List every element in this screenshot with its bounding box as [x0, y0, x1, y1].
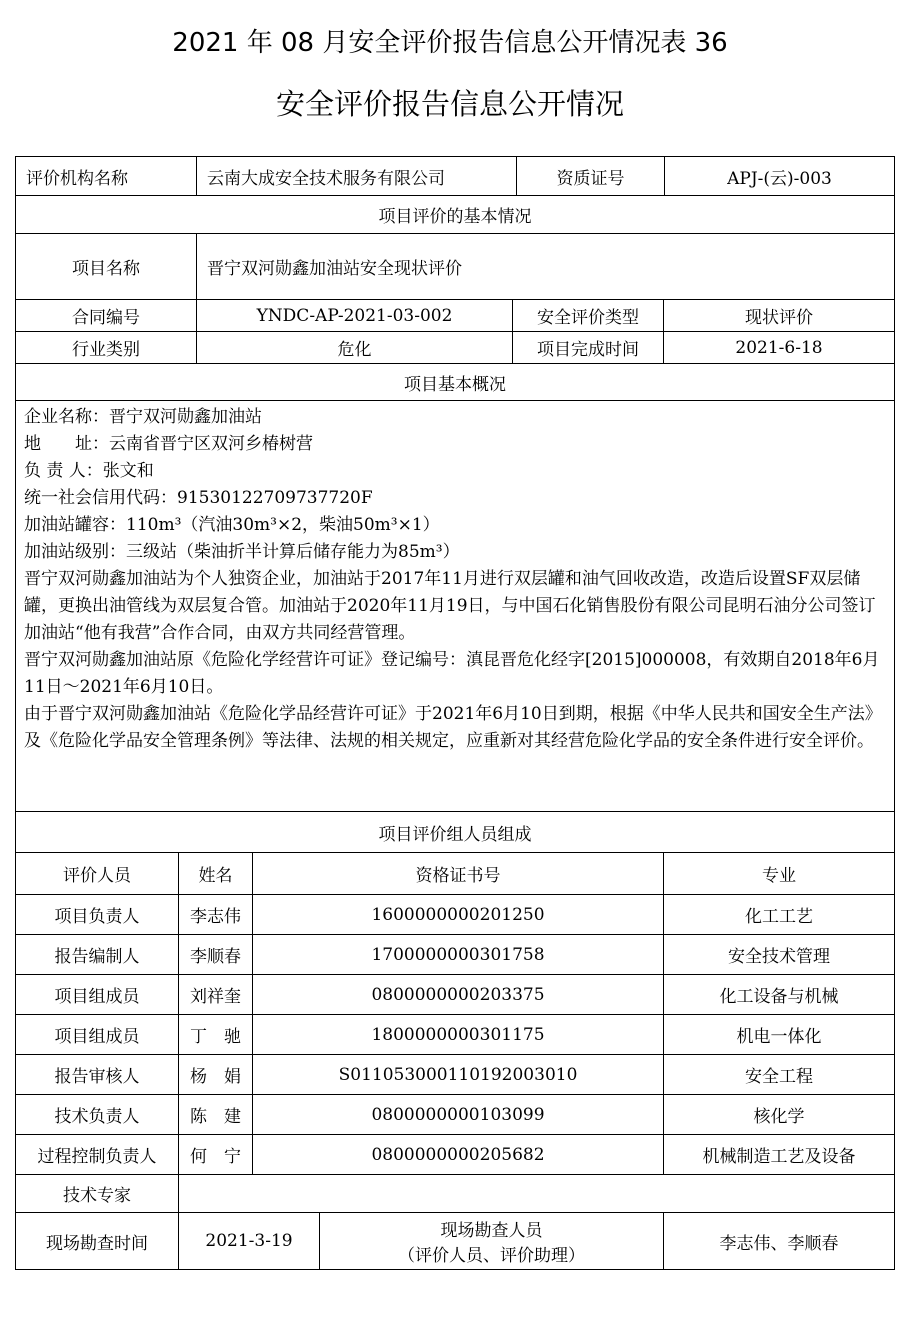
industry-label: 行业类别 — [16, 332, 197, 364]
survey-time-label: 现场勘查时间 — [16, 1213, 179, 1270]
overview-line: 地 址：云南省晋宁区双河乡椿树营 — [24, 434, 313, 454]
member-major: 机械制造工艺及设备 — [664, 1135, 895, 1175]
contract-value: YNDC-AP-2021-03-002 — [197, 300, 513, 332]
table-row — [16, 935, 895, 975]
member-cert: 0800000000205682 — [253, 1135, 664, 1175]
team-header-name: 姓名 — [179, 853, 253, 895]
survey-staff-label-cell — [320, 1213, 664, 1270]
member-major: 安全工程 — [664, 1055, 895, 1095]
table-row — [16, 895, 895, 935]
member-role: 报告编制人 — [16, 935, 179, 975]
member-name: 李顺春 — [179, 935, 253, 975]
overview-line: 负 责 人：张文和 — [24, 461, 154, 481]
member-name: 丁 驰 — [179, 1015, 253, 1055]
member-major: 安全技术管理 — [664, 935, 895, 975]
member-role: 项目组成员 — [16, 975, 179, 1015]
member-cert: 1700000000301758 — [253, 935, 664, 975]
member-name: 何 宁 — [179, 1135, 253, 1175]
industry-value: 危化 — [197, 332, 513, 364]
overview-paragraph: 晋宁双河勋鑫加油站为个人独资企业，加油站于2017年11月进行双层罐和油气回收改造，改造后设置SF双层储罐，更换出油管线为双层复合管。加油站于2020年11月19日，与中国石化销售股份有限公司昆明石油分公司签订加油站“他有我营”合作合同，由双方共同经营管理。 — [24, 569, 876, 643]
overview-line: 统一社会信用代码：91530122709737720F — [24, 488, 373, 508]
member-role: 过程控制负责人 — [16, 1135, 179, 1175]
survey-time-value: 2021-3-19 — [179, 1213, 320, 1270]
member-major: 机电一体化 — [664, 1015, 895, 1055]
overview-body — [16, 401, 895, 812]
expert-value — [179, 1175, 895, 1213]
disclosure-table — [15, 156, 895, 1270]
member-name: 陈 建 — [179, 1095, 253, 1135]
contract-label: 合同编号 — [16, 300, 197, 332]
overview-line: 加油站级别：三级站（柴油折半计算后储存能力为85m³） — [24, 542, 460, 562]
member-major: 化工工艺 — [664, 895, 895, 935]
eval-type-value: 现状评价 — [664, 300, 895, 332]
survey-staff-value: 李志伟、李顺春 — [664, 1213, 895, 1270]
overview-line: 企业名称：晋宁双河勋鑫加油站 — [24, 407, 262, 427]
org-label: 评价机构名称 — [16, 157, 197, 196]
basic-section-title: 项目评价的基本情况 — [16, 196, 895, 234]
member-role: 技术负责人 — [16, 1095, 179, 1135]
expert-label: 技术专家 — [16, 1175, 179, 1213]
finish-time-value: 2021-6-18 — [664, 332, 895, 364]
overview-paragraph: 由于晋宁双河勋鑫加油站《危险化学品经营许可证》于2021年6月10日到期，根据《中华人民共和国安全生产法》及《危险化学品安全管理条例》等法律、法规的相关规定，应重新对其经营危险化学品的安全条件进行安全评价。 — [24, 704, 882, 751]
eval-type-label: 安全评价类型 — [513, 300, 664, 332]
table-row — [16, 1095, 895, 1135]
team-header-cert: 资格证书号 — [253, 853, 664, 895]
member-name: 刘祥奎 — [179, 975, 253, 1015]
team-section-title: 项目评价组人员组成 — [16, 812, 895, 853]
member-role: 项目组成员 — [16, 1015, 179, 1055]
overview-line: 加油站罐容：110m³（汽油30m³×2，柴油50m³×1） — [24, 515, 440, 535]
table-row — [16, 1015, 895, 1055]
survey-staff-label-sub: （评价人员、评价助理） — [398, 1246, 585, 1266]
team-header-role: 评价人员 — [16, 853, 179, 895]
document-title: 2021 年 08 月安全评价报告信息公开情况表 36 — [172, 28, 728, 58]
member-role: 报告审核人 — [16, 1055, 179, 1095]
survey-staff-label: 现场勘查人员 — [440, 1221, 543, 1241]
cert-label: 资质证号 — [517, 157, 665, 196]
member-major: 化工设备与机械 — [664, 975, 895, 1015]
document-subtitle: 安全评价报告信息公开情况 — [275, 87, 624, 121]
table-row — [16, 975, 895, 1015]
org-name: 云南大成安全技术服务有限公司 — [197, 157, 517, 196]
member-cert: 1600000000201250 — [253, 895, 664, 935]
member-major: 核化学 — [664, 1095, 895, 1135]
team-header-major: 专业 — [664, 853, 895, 895]
overview-section-title: 项目基本概况 — [16, 364, 895, 401]
project-name: 晋宁双河勋鑫加油站安全现状评价 — [197, 234, 895, 300]
table-row — [16, 1135, 895, 1175]
member-cert: S011053000110192003010 — [253, 1055, 664, 1095]
member-name: 杨 娟 — [179, 1055, 253, 1095]
member-role: 项目负责人 — [16, 895, 179, 935]
member-cert: 0800000000103099 — [253, 1095, 664, 1135]
finish-time-label: 项目完成时间 — [513, 332, 664, 364]
project-name-label: 项目名称 — [16, 234, 197, 300]
overview-paragraph: 晋宁双河勋鑫加油站原《危险化学经营许可证》登记编号：滇昆晋危化经字[2015]000008，有效期自2018年6月11日～2021年6月10日。 — [24, 650, 880, 697]
cert-value: APJ-(云)-003 — [665, 157, 895, 196]
member-cert: 1800000000301175 — [253, 1015, 664, 1055]
member-cert: 0800000000203375 — [253, 975, 664, 1015]
table-row — [16, 1055, 895, 1095]
member-name: 李志伟 — [179, 895, 253, 935]
